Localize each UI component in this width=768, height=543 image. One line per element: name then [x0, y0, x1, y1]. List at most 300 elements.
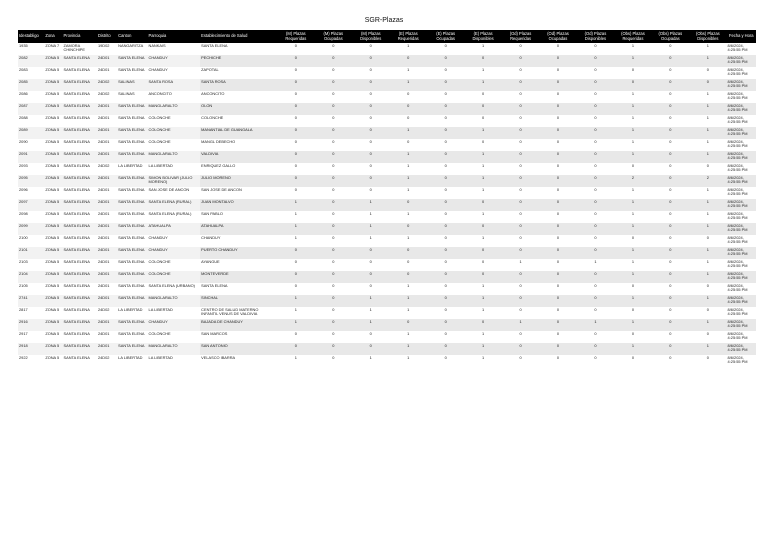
table-cell: COLONCHE [148, 127, 201, 139]
table-cell: 0 [539, 91, 576, 103]
table-cell: ENRIQUEZ GALLO [200, 163, 277, 175]
table-cell: 0 [315, 319, 352, 331]
table-cell: 24D01 [97, 283, 117, 295]
table-cell: 0 [389, 115, 426, 127]
table-cell: 0 [427, 211, 464, 223]
table-cell: 0 [427, 283, 464, 295]
table-cell: SANTA ELENA [63, 139, 97, 151]
table-cell: 1 [389, 295, 426, 307]
table-row [18, 247, 756, 259]
table-cell: SANTA ELENA [117, 247, 147, 259]
table-cell: SAN MARCOS [200, 331, 277, 343]
table-cell: 8/6/2024, 4:25:55 PM [727, 319, 756, 331]
table-cell: 0 [315, 115, 352, 127]
table-cell: ZONA 5 [44, 331, 62, 343]
table-row [18, 283, 756, 295]
table-cell: 0 [502, 187, 539, 199]
table-cell: 1 [464, 43, 501, 55]
table-cell: 24D01 [97, 235, 117, 247]
table-cell: 0 [577, 247, 614, 259]
column-header: Provincia [63, 30, 97, 43]
table-cell: SANTA ELENA [63, 271, 97, 283]
table-cell: 1 [389, 307, 426, 319]
table-cell: SANTA ELENA [117, 175, 147, 187]
table-cell: 8/6/2024, 4:25:55 PM [727, 271, 756, 283]
table-cell: SANTA ELENA (RURAL) [148, 211, 201, 223]
table-cell: 0 [502, 67, 539, 79]
table-cell: 0 [427, 259, 464, 271]
table-cell: 1 [689, 91, 726, 103]
table-cell: 0 [539, 211, 576, 223]
table-cell: 0 [502, 151, 539, 163]
table-cell: SANTA ELENA [117, 283, 147, 295]
table-cell: 0 [577, 67, 614, 79]
table-cell: 0 [315, 175, 352, 187]
table-cell: 0 [577, 79, 614, 91]
table-cell: 1 [689, 223, 726, 235]
table-cell: 0 [352, 115, 389, 127]
table-cell: 24D01 [97, 259, 117, 271]
table-cell: 0 [502, 91, 539, 103]
table-cell: 24D01 [97, 127, 117, 139]
table-cell: MANGLARALTO [148, 151, 201, 163]
table-cell: ZONA 5 [44, 223, 62, 235]
table-cell: 1 [352, 319, 389, 331]
table-cell: ZONA 5 [44, 319, 62, 331]
table-cell: SANTA ELENA [63, 283, 97, 295]
table-cell: 1 [614, 259, 651, 271]
report-title: SGR-Plazas [364, 17, 404, 24]
table-cell: 1 [464, 343, 501, 355]
table-cell: SANTA ELENA [117, 103, 147, 115]
table-cell: 0 [502, 199, 539, 211]
table-cell: 0 [352, 103, 389, 115]
table-cell: 0 [464, 271, 501, 283]
table-cell: 0 [315, 151, 352, 163]
table-cell: ZONA 5 [44, 199, 62, 211]
table-cell: BAJADA DE CHANDUY [200, 319, 277, 331]
table-cell: 2098 [18, 211, 44, 223]
table-cell: MANANTIAL DE GUANGALA [200, 127, 277, 139]
table-cell: COLONCHE [148, 271, 201, 283]
table-cell: 8/6/2024, 4:25:55 PM [727, 307, 756, 319]
table-cell: SANTA ELENA [63, 127, 97, 139]
table-cell: 0 [502, 271, 539, 283]
table-cell: 0 [652, 307, 689, 319]
table-cell: 0 [652, 187, 689, 199]
table-cell: 2918 [18, 343, 44, 355]
table-cell: 1 [689, 187, 726, 199]
table-cell: ZONA 5 [44, 295, 62, 307]
table-cell: SALINAS [117, 91, 147, 103]
table-cell: 0 [539, 43, 576, 55]
table-cell: 1 [689, 295, 726, 307]
table-cell: 24D01 [97, 139, 117, 151]
table-cell: ZONA 5 [44, 283, 62, 295]
table-cell: 2089 [18, 127, 44, 139]
table-cell: 1 [389, 67, 426, 79]
table-cell: 1 [614, 187, 651, 199]
table-cell: 24D01 [97, 187, 117, 199]
table-cell: 0 [577, 91, 614, 103]
column-header: (E) Plazas Disponibles [464, 30, 501, 43]
table-cell: 1 [689, 55, 726, 67]
table-cell: 0 [389, 55, 426, 67]
table-cell: 1 [464, 79, 501, 91]
table-cell: 0 [277, 43, 314, 55]
table-cell: SANTA ELENA [117, 211, 147, 223]
table-row [18, 235, 756, 247]
table-cell: 24D01 [97, 55, 117, 67]
table-cell: 0 [539, 271, 576, 283]
table-cell: 0 [352, 43, 389, 55]
table-cell: 0 [577, 199, 614, 211]
table-cell: 0 [502, 223, 539, 235]
table-cell: 24D01 [97, 247, 117, 259]
table-cell: ZONA 5 [44, 151, 62, 163]
table-cell: 1 [389, 343, 426, 355]
column-header: (Obs) Plazas Ocupadas [652, 30, 689, 43]
table-cell: 1 [389, 211, 426, 223]
table-cell: 0 [577, 187, 614, 199]
table-cell: 0 [539, 151, 576, 163]
table-cell: SANTA ELENA [117, 139, 147, 151]
column-header: Fecha y Hora [727, 30, 756, 43]
table-cell: 0 [539, 199, 576, 211]
table-cell: 0 [614, 163, 651, 175]
table-cell: 0 [352, 283, 389, 295]
table-cell: 0 [539, 283, 576, 295]
table-cell: 0 [689, 235, 726, 247]
table-cell: SANTA ELENA [117, 259, 147, 271]
table-cell: 1 [464, 187, 501, 199]
table-cell: 1 [464, 175, 501, 187]
table-cell: ZONA 5 [44, 307, 62, 319]
table-cell: 8/6/2024, 4:25:55 PM [727, 259, 756, 271]
table-cell: 0 [502, 163, 539, 175]
table-cell: ZONA 5 [44, 235, 62, 247]
table-cell: NANKAIS [148, 43, 201, 55]
table-cell: 8/6/2024, 4:25:55 PM [727, 127, 756, 139]
table-cell: 0 [577, 127, 614, 139]
table-cell: 1 [389, 331, 426, 343]
table-cell: SANTA ELENA [117, 223, 147, 235]
column-header: (E) Plazas Requeridas [389, 30, 426, 43]
table-cell: 0 [277, 127, 314, 139]
table-cell: 24D01 [97, 295, 117, 307]
table-cell: 0 [652, 103, 689, 115]
table-cell: SANTA ELENA [63, 199, 97, 211]
table-cell: 0 [539, 247, 576, 259]
table-cell: SANTA ELENA [63, 91, 97, 103]
table-cell: 0 [315, 295, 352, 307]
table-cell: 0 [502, 79, 539, 91]
table-cell: 2086 [18, 91, 44, 103]
table-cell: ZONA 5 [44, 55, 62, 67]
table-cell: ZONA 5 [44, 211, 62, 223]
table-cell: SANTA ELENA [200, 283, 277, 295]
table-cell: LA LIBERTAD [148, 307, 201, 319]
table-cell: 2087 [18, 103, 44, 115]
table-cell: NANGARITZA [117, 43, 147, 55]
table-cell: 1 [464, 355, 501, 367]
column-header: Parroquia [148, 30, 201, 43]
table-cell: 1 [277, 307, 314, 319]
table-cell: SANTA ELENA [63, 103, 97, 115]
table-cell: 0 [652, 91, 689, 103]
table-cell: 8/6/2024, 4:25:55 PM [727, 55, 756, 67]
table-cell: 0 [389, 259, 426, 271]
table-cell: 0 [277, 331, 314, 343]
table-cell: SANTA ELENA [63, 307, 97, 319]
table-cell: 0 [427, 271, 464, 283]
table-cell: 0 [652, 283, 689, 295]
table-cell: 2916 [18, 319, 44, 331]
table-cell: 0 [389, 247, 426, 259]
table-cell: 0 [539, 331, 576, 343]
table-cell: 24D02 [97, 355, 117, 367]
table-cell: SANTA ELENA [117, 115, 147, 127]
table-cell: 0 [277, 67, 314, 79]
table-cell: 0 [689, 331, 726, 343]
table-cell: 0 [315, 79, 352, 91]
table-cell: LA LIBERTAD [148, 163, 201, 175]
table-cell: SANTA ELENA [63, 187, 97, 199]
table-cell: 1 [689, 343, 726, 355]
table-cell: LA LIBERTAD [148, 355, 201, 367]
table-cell: 0 [539, 55, 576, 67]
table-cell: 0 [502, 283, 539, 295]
table-cell: 1 [389, 43, 426, 55]
table-cell: 1 [389, 127, 426, 139]
table-cell: 24D02 [97, 91, 117, 103]
table-cell: 1 [464, 283, 501, 295]
table-cell: 1 [277, 355, 314, 367]
table-cell: 1935 [18, 43, 44, 55]
table-cell: 8/6/2024, 4:25:55 PM [727, 43, 756, 55]
table-cell: 0 [577, 43, 614, 55]
table-row [18, 319, 756, 331]
table-cell: CHANDUY [148, 247, 201, 259]
table-cell: 0 [614, 355, 651, 367]
table-cell: 1 [464, 127, 501, 139]
table-cell: 1 [277, 211, 314, 223]
table-cell: ZONA 5 [44, 139, 62, 151]
table-cell: 1 [614, 91, 651, 103]
table-cell: 0 [427, 79, 464, 91]
table-cell: MANGLARALTO [148, 343, 201, 355]
table-cell: SANTA ELENA [63, 247, 97, 259]
table-cell: 0 [277, 283, 314, 295]
table-cell: 0 [352, 259, 389, 271]
table-cell: 2093 [18, 163, 44, 175]
table-cell: 0 [502, 211, 539, 223]
column-header: Distrito [97, 30, 117, 43]
table-cell: 0 [689, 163, 726, 175]
table-cell: 0 [427, 175, 464, 187]
table-cell: 0 [614, 79, 651, 91]
table-cell: SANTA ELENA [63, 55, 97, 67]
table-cell: 0 [464, 139, 501, 151]
table-cell: 0 [427, 151, 464, 163]
table-cell: 0 [315, 343, 352, 355]
table-cell: 0 [427, 187, 464, 199]
table-cell: 0 [315, 187, 352, 199]
table-cell: 0 [502, 139, 539, 151]
table-cell: ZONA 5 [44, 247, 62, 259]
table-cell: 1 [389, 187, 426, 199]
table-cell: 0 [427, 43, 464, 55]
table-cell: SANTA ELENA [63, 319, 97, 331]
table-cell: ANCONCITO [200, 91, 277, 103]
table-cell: 2082 [18, 55, 44, 67]
column-header: (Od) Plazas Ocupadas [539, 30, 576, 43]
table-cell: 0 [502, 175, 539, 187]
table-body [18, 43, 756, 367]
table-cell: 0 [577, 175, 614, 187]
table-cell: 0 [502, 307, 539, 319]
table-cell: 0 [277, 103, 314, 115]
table-cell: 0 [427, 331, 464, 343]
table-cell: 0 [352, 91, 389, 103]
table-cell: 1 [277, 199, 314, 211]
table-cell: 0 [315, 199, 352, 211]
table-cell: 1 [614, 151, 651, 163]
table-cell: 0 [352, 127, 389, 139]
table-cell: 0 [614, 331, 651, 343]
table-cell: 0 [427, 247, 464, 259]
table-cell: 0 [464, 223, 501, 235]
table-cell: 0 [577, 211, 614, 223]
table-cell: 0 [427, 295, 464, 307]
table-cell: SANTA ELENA [63, 115, 97, 127]
table-cell: 0 [652, 151, 689, 163]
column-header: (Od) Plazas Requeridas [502, 30, 539, 43]
table-cell: 8/6/2024, 4:25:55 PM [727, 91, 756, 103]
table-cell: 0 [352, 151, 389, 163]
table-cell: 1 [614, 199, 651, 211]
table-cell: 0 [577, 235, 614, 247]
table-cell: 1 [614, 295, 651, 307]
table-cell: 0 [614, 283, 651, 295]
table-cell: SANTA ELENA [63, 79, 97, 91]
table-cell: 2817 [18, 307, 44, 319]
table-cell: 2 [614, 175, 651, 187]
table-cell: 0 [389, 103, 426, 115]
table-cell: 1 [389, 151, 426, 163]
table-cell: 2097 [18, 199, 44, 211]
table-cell: 0 [277, 259, 314, 271]
table-cell: 0 [577, 103, 614, 115]
table-cell: 1 [614, 271, 651, 283]
table-cell: ZONA 7 [44, 43, 62, 55]
table-cell: 1 [689, 247, 726, 259]
table-cell: 1 [389, 175, 426, 187]
table-cell: 0 [577, 115, 614, 127]
table-cell: VELASCO IBARRA [200, 355, 277, 367]
table-cell: 0 [315, 259, 352, 271]
table-cell: 1 [689, 151, 726, 163]
table-cell: 1 [464, 295, 501, 307]
table-cell: 0 [315, 283, 352, 295]
table-cell: 24D01 [97, 343, 117, 355]
table-cell: 1 [389, 355, 426, 367]
table-cell: SAN PABLO [200, 211, 277, 223]
table-cell: 0 [502, 295, 539, 307]
table-cell: OLON [200, 103, 277, 115]
table-cell: 0 [427, 343, 464, 355]
table-cell: 0 [427, 199, 464, 211]
table-cell: 0 [315, 211, 352, 223]
table-cell: 8/6/2024, 4:25:55 PM [727, 247, 756, 259]
table-cell: 1 [614, 343, 651, 355]
table-cell: 0 [577, 355, 614, 367]
table-cell: 1 [689, 199, 726, 211]
table-cell: 0 [389, 271, 426, 283]
table-cell: 0 [614, 235, 651, 247]
table-cell: 24D02 [97, 163, 117, 175]
table-row [18, 199, 756, 211]
table-cell: 2922 [18, 355, 44, 367]
table-cell: SAN ANTONIO [200, 343, 277, 355]
table-cell: 0 [389, 91, 426, 103]
table-cell: 0 [502, 43, 539, 55]
table-cell: 24D01 [97, 115, 117, 127]
table-cell: 0 [689, 355, 726, 367]
plazas-table [18, 30, 756, 367]
table-cell: SANTA ELENA [117, 271, 147, 283]
table-row [18, 175, 756, 187]
table-row [18, 187, 756, 199]
table-cell: 0 [539, 343, 576, 355]
table-cell: 0 [577, 331, 614, 343]
table-cell: 24D02 [97, 79, 117, 91]
table-cell: SANTA ELENA [63, 259, 97, 271]
table-cell: COLONCHE [148, 259, 201, 271]
table-cell: 0 [652, 331, 689, 343]
table-cell: ZONA 5 [44, 79, 62, 91]
table-cell: 0 [427, 235, 464, 247]
table-cell: 0 [502, 355, 539, 367]
column-header: (Obs) Plazas Requeridas [614, 30, 651, 43]
table-cell: 0 [464, 55, 501, 67]
table-cell: 24D01 [97, 199, 117, 211]
table-cell: 0 [315, 127, 352, 139]
table-cell: 0 [315, 247, 352, 259]
table-cell: 0 [614, 307, 651, 319]
table-cell: 24D02 [97, 307, 117, 319]
table-cell: 0 [577, 223, 614, 235]
table-cell: SANTA ELENA [63, 175, 97, 187]
table-cell: 1 [464, 331, 501, 343]
table-cell: 2090 [18, 139, 44, 151]
table-cell: SAN JOSE DE ANCON [148, 187, 201, 199]
table-cell: CHANDUY [148, 235, 201, 247]
table-cell: 0 [577, 307, 614, 319]
table-cell: 1 [389, 283, 426, 295]
table-cell: ZONA 5 [44, 187, 62, 199]
table-cell: 0 [427, 67, 464, 79]
table-row [18, 271, 756, 283]
table-row [18, 91, 756, 103]
table-row [18, 67, 756, 79]
table-cell: 0 [277, 271, 314, 283]
table-cell: 0 [652, 235, 689, 247]
table-cell: 0 [464, 115, 501, 127]
table-cell: 1 [352, 199, 389, 211]
table-cell: 2083 [18, 67, 44, 79]
table-cell: 0 [277, 175, 314, 187]
